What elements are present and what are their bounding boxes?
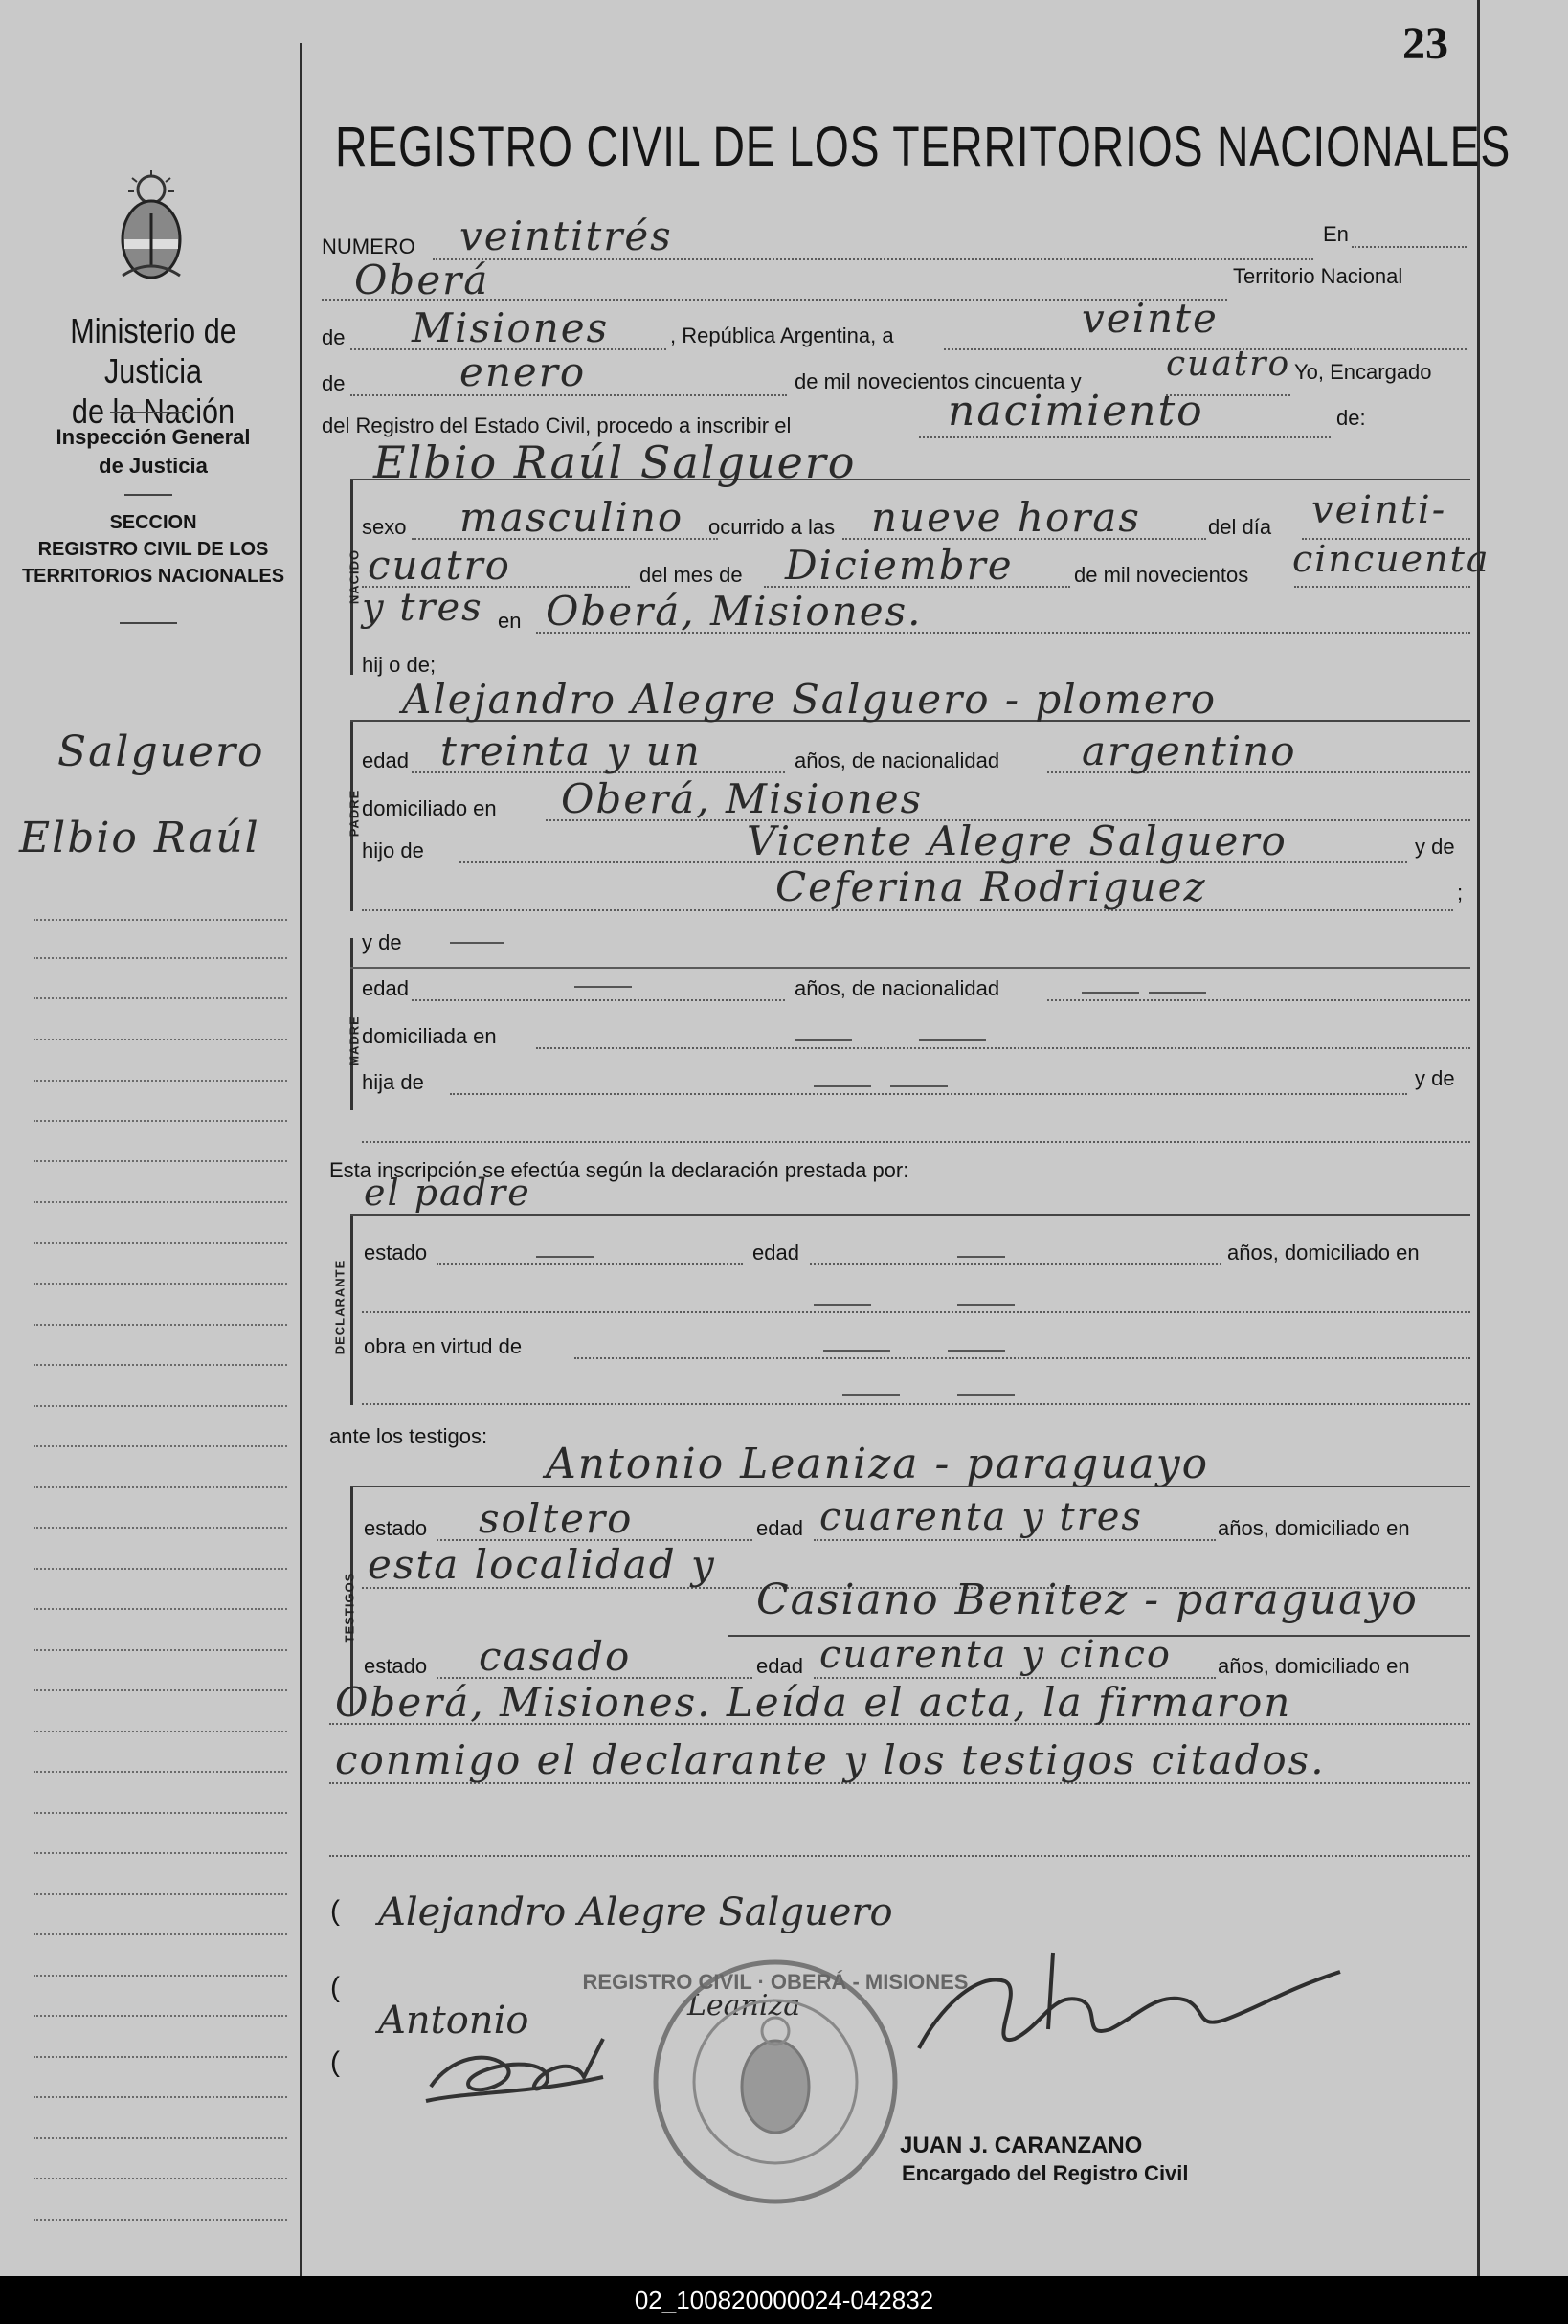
section-declarante-label: DECLARANTE — [332, 1259, 347, 1355]
image-id-caption: 02_100820000024-042832 — [0, 2276, 1568, 2324]
document-title: REGISTRO CIVIL DE LOS TERRITORIOS NACIONALES — [335, 116, 1512, 178]
father-address: Oberá, Misiones — [561, 775, 924, 822]
child-name: Elbio Raúl Salguero — [373, 436, 857, 488]
label-ante-testigos: ante los testigos: — [329, 1424, 488, 1448]
section-nacido-label: NACIDO — [347, 548, 362, 605]
section-line-1: REGISTRO CIVIL DE LOS — [37, 539, 269, 560]
label-estado-t1: estado — [364, 1516, 428, 1540]
section-testigos-label: TESTIGOS — [342, 1572, 357, 1643]
label-edad-padre: edad — [362, 749, 409, 772]
label-anos-dom-t1: años, domiciliado en — [1218, 1516, 1410, 1540]
label-yo-encargado: Yo, Encargado — [1294, 360, 1432, 384]
label-semicolon: ; — [1457, 881, 1464, 905]
birth-day-part1: veinti- — [1311, 488, 1447, 532]
section-label: SECCION — [109, 512, 197, 533]
witness2-signature-scribble — [412, 2029, 641, 2115]
civil-registry-stamp — [582, 1953, 969, 2211]
label-del-registro: del Registro del Estado Civil, procedo a inscribir el — [322, 413, 792, 437]
label-mil-novecientos: de mil novecientos cincuenta y — [795, 369, 1082, 393]
witness1-name: Antonio Leaniza - paraguayo — [546, 1440, 1210, 1488]
inspection-divider — [124, 494, 172, 496]
witness2-name: Casiano Benitez - paraguayo — [756, 1575, 1419, 1624]
father-mother-name: Ceferina Rodriguez — [775, 863, 1207, 910]
witness2-age: cuarenta y cinco — [819, 1633, 1172, 1677]
witness1-address: esta localidad y — [368, 1541, 716, 1588]
registrar-name: JUAN J. CARANZANO — [900, 2133, 1143, 2158]
label-inscripcion: Esta inscripción se efectúa según la declaración prestada por: — [329, 1158, 909, 1182]
page-number: 23 — [1402, 18, 1448, 69]
child-sex: masculino — [459, 494, 684, 541]
declarante-bracket — [350, 1214, 353, 1405]
signature-bracket-2: ( — [330, 1972, 340, 2003]
ministry-line-2: de la Nación — [71, 391, 235, 431]
label-y-de-1: y de — [1415, 835, 1455, 859]
territory-name: Misiones — [412, 304, 610, 351]
label-de-1: de — [322, 325, 346, 349]
label-anos-nac-padre: años, de nacionalidad — [795, 749, 1000, 772]
label-de-colon: de: — [1336, 406, 1366, 430]
inspection-line-1: Inspección General — [56, 425, 251, 449]
father-nationality: argentino — [1082, 727, 1297, 774]
registrar-signature-scribble — [862, 1933, 1359, 2096]
label-edad-t2: edad — [756, 1654, 803, 1678]
registrar-title: Encargado del Registro Civil — [902, 2161, 1189, 2185]
label-edad-t1: edad — [756, 1516, 803, 1540]
label-republica: , República Argentina, a — [670, 324, 894, 347]
label-hija-de: hija de — [362, 1070, 424, 1094]
label-de-2: de — [322, 371, 346, 395]
act-type: nacimiento — [948, 387, 1204, 436]
label-estado-t2: estado — [364, 1654, 428, 1678]
inspection-line-2: de Justicia — [99, 454, 208, 478]
father-age: treinta y un — [440, 727, 702, 774]
section-divider — [120, 622, 177, 624]
label-del-dia: del día — [1208, 515, 1272, 539]
birth-year-part1: cincuenta — [1292, 538, 1490, 580]
birth-time: nueve horas — [871, 494, 1141, 541]
ministry-line-1: Ministerio de Justicia — [70, 311, 236, 391]
label-edad-madre: edad — [362, 976, 409, 1000]
signature-bracket-1: ( — [330, 1895, 340, 1927]
birth-month: Diciembre — [785, 542, 1014, 589]
closing-line-1: Oberá, Misiones. Leída el acta, la firmaron — [335, 1679, 1292, 1726]
witness1-status: soltero — [479, 1495, 634, 1542]
label-hijo-de: hijo de — [362, 838, 424, 862]
father-signature: Alejandro Alegre Salguero — [378, 1890, 893, 1934]
label-y-de-2: y de — [1415, 1066, 1455, 1090]
witness1-signature: Antonio — [378, 1999, 529, 2043]
label-anos-dom-decl: años, domiciliado en — [1227, 1240, 1420, 1264]
place-city: Oberá — [354, 257, 490, 303]
registration-month: enero — [459, 348, 587, 395]
margin-given-names: Elbio Raúl — [19, 814, 260, 862]
father-name-occupation: Alejandro Alegre Salguero - plomero — [402, 676, 1218, 723]
label-edad-decl: edad — [752, 1240, 799, 1264]
label-estado-decl: estado — [364, 1240, 428, 1264]
ministry-name — [39, 311, 267, 432]
registration-year-suffix: cuatro — [1166, 345, 1291, 384]
label-ocurrido: ocurrido a las — [708, 515, 836, 539]
label-numero: NUMERO — [322, 235, 415, 258]
margin-surname: Salguero — [57, 727, 265, 776]
birth-day-part2: cuatro — [368, 542, 511, 589]
closing-line-2: conmigo el declarante y los testigos citados. — [335, 1736, 1326, 1783]
registration-day: veinte — [1082, 295, 1219, 342]
signature-bracket-3: ( — [330, 2046, 340, 2078]
margin-line-right — [1477, 0, 1480, 2276]
section-padre-label: PADRE — [347, 789, 362, 838]
label-obra-virtud: obra en virtud de — [364, 1334, 523, 1358]
label-domiciliada: domiciliada en — [362, 1024, 497, 1048]
birth-year-part2: y tres — [362, 586, 483, 630]
section-madre-label: MADRE — [347, 1016, 362, 1066]
declarant-relation: el padre — [364, 1172, 531, 1214]
label-del-mes: del mes de — [639, 563, 743, 587]
witness1-signature-extra: Leaniza — [687, 1989, 801, 2022]
label-en-2: en — [498, 609, 522, 633]
birth-place: Oberá, Misiones. — [546, 588, 923, 635]
witness2-status: casado — [479, 1633, 632, 1680]
label-hij-de: hij o de; — [362, 653, 437, 677]
act-number: veintitrés — [459, 212, 673, 259]
ministry-divider — [110, 412, 187, 413]
label-mil-nov-2: de mil novecientos — [1074, 563, 1249, 587]
label-domiciliado-padre: domiciliado en — [362, 796, 497, 820]
label-en: En — [1323, 222, 1349, 246]
witness1-age: cuarenta y tres — [819, 1495, 1143, 1539]
coat-of-arms-emblem — [113, 170, 190, 283]
margin-line-left — [300, 43, 302, 2276]
father-father-name: Vicente Alegre Salguero — [747, 817, 1288, 864]
stamp-text: REGISTRO CIVIL · OBERÁ - MISIONES — [582, 1970, 969, 1994]
inspection-block — [19, 423, 287, 480]
label-y-de-madre: y de — [362, 930, 402, 954]
label-anos-dom-t2: años, domiciliado en — [1218, 1654, 1410, 1678]
label-sexo: sexo — [362, 515, 407, 539]
section-line-2: TERRITORIOS NACIONALES — [21, 566, 285, 587]
label-territorio: Territorio Nacional — [1233, 264, 1403, 288]
section-block — [19, 509, 287, 590]
label-anos-nac-madre: años, de nacionalidad — [795, 976, 1000, 1000]
